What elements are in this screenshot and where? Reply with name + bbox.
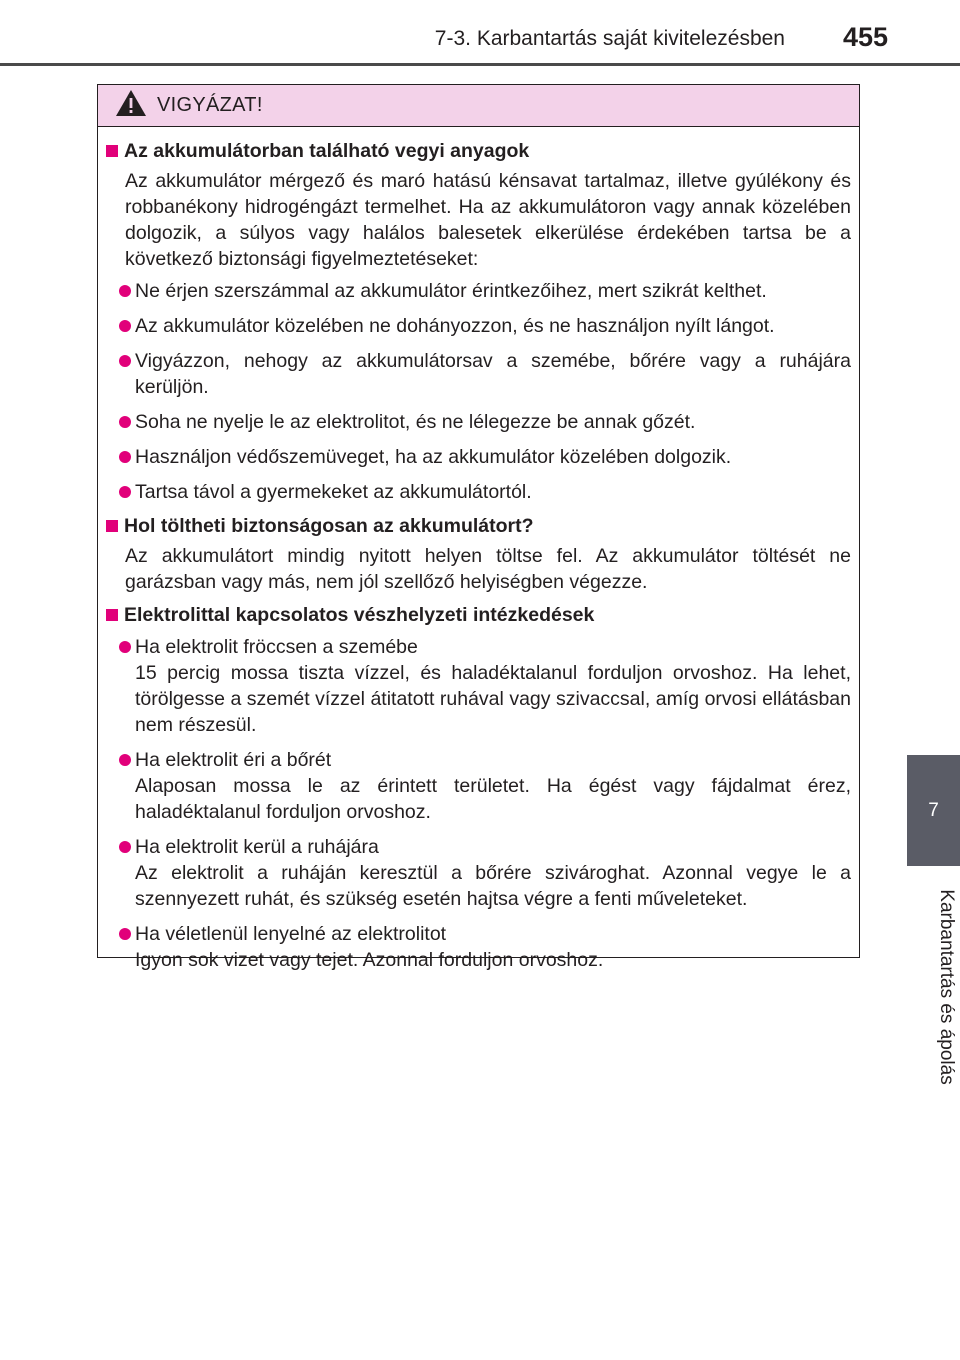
- section-heading-text: Hol töltheti biztonságosan az akkumulátort?: [124, 515, 534, 537]
- list-item-title: Ha véletlenül lenyelné az elektrolitot: [135, 923, 447, 945]
- list-item-text: Alaposan mossa le az érintett területet. Ha égést vagy fájdalmat érez, haladéktalanul forduljon orvoshoz.: [135, 775, 851, 823]
- list-item: [115, 834, 851, 912]
- section-emergency: [104, 603, 851, 973]
- list-item-text: Ne érjen szerszámmal az akkumulátor érintkezőihez, mert szikrát kelthet.: [135, 280, 767, 302]
- list-item-text: Vigyázzon, nehogy az akkumulátorsav a szemébe, bőrére vagy a ruhájára kerüljön.: [135, 350, 851, 398]
- round-bullet-icon: [119, 416, 131, 428]
- chapter-label: [934, 876, 958, 1098]
- square-bullet-icon: [106, 609, 118, 621]
- header-divider: [0, 63, 960, 66]
- round-bullet-icon: [119, 320, 131, 332]
- section-title: 7-3. Karbantartás saját kivitelezésben: [434, 27, 785, 50]
- list-item: [115, 278, 851, 304]
- list-item: [115, 747, 851, 825]
- round-bullet-icon: [119, 451, 131, 463]
- list-item: [115, 348, 851, 400]
- list-item: [115, 479, 851, 505]
- list-item-text: Tartsa távol a gyermekeket az akkumulátortól.: [135, 481, 532, 503]
- section-heading-text: Elektrolittal kapcsolatos vészhelyzeti intézkedések: [124, 604, 595, 626]
- list-item-title: Ha elektrolit fröccsen a szemébe: [135, 636, 418, 658]
- bullet-list: [104, 278, 851, 505]
- chapter-number: 7: [928, 799, 939, 821]
- list-item-text: Az elektrolit a ruháján keresztül a bőrére szivároghat. Azonnal vegye le a szennyezett ruhát, és szükség esetén hajtsa végre a fenti műveleteket.: [135, 862, 851, 910]
- chapter-title: Karbantartás és ápolás: [936, 889, 957, 1085]
- round-bullet-icon: [119, 285, 131, 297]
- warning-title: VIGYÁZAT!: [157, 94, 263, 116]
- section-paragraph: Az akkumulátort mindig nyitott helyen töltse fel. Az akkumulátor töltését ne garázsban vagy más, nem jól szellőző helyiségben végezze.: [125, 545, 851, 593]
- list-item: [115, 921, 851, 973]
- section-heading: [104, 514, 851, 539]
- warning-header: [98, 85, 859, 127]
- warning-triangle-icon: [115, 89, 147, 117]
- section-heading: [104, 139, 851, 164]
- round-bullet-icon: [119, 355, 131, 367]
- list-item: [115, 634, 851, 738]
- round-bullet-icon: [119, 641, 131, 653]
- warning-box: [97, 84, 860, 971]
- section-chemicals: [104, 139, 851, 505]
- list-item-text: Használjon védőszemüveget, ha az akkumulátor közelében dolgozik.: [135, 446, 732, 468]
- round-bullet-icon: [119, 841, 131, 853]
- section-paragraph: Az akkumulátor mérgező és maró hatású kénsavat tartalmaz, illetve gyúlékony és robbanékony hidrogéngázt termelhet. Ha az akkumulátoron vagy annak közelében dolgozik, a súlyos vagy halálos balesetek elkerülése érdekében tartsa be a következő biztonsági figyelmeztetéseket:: [125, 170, 851, 270]
- list-item-title: Ha elektrolit kerül a ruhájára: [135, 836, 379, 858]
- list-item: [115, 444, 851, 470]
- section-heading-text: Az akkumulátorban található vegyi anyagok: [124, 140, 530, 162]
- list-item-text: Igyon sok vizet vagy tejet. Azonnal forduljon orvoshoz.: [135, 949, 604, 971]
- square-bullet-icon: [106, 145, 118, 157]
- round-bullet-icon: [119, 928, 131, 940]
- list-item: [115, 409, 851, 435]
- round-bullet-icon: [119, 486, 131, 498]
- warning-content: [98, 127, 859, 973]
- bullet-list: [104, 634, 851, 973]
- round-bullet-icon: [119, 754, 131, 766]
- section-charging: [104, 514, 851, 595]
- list-item: [115, 313, 851, 339]
- square-bullet-icon: [106, 520, 118, 532]
- chapter-tab: [907, 755, 960, 866]
- page-number: 455: [843, 22, 889, 52]
- list-item-text: Az akkumulátor közelében ne dohányozzon, és ne használjon nyílt lángot.: [135, 315, 775, 337]
- list-item-text: 15 percig mossa tiszta vízzel, és haladéktalanul forduljon orvoshoz. Ha lehet, törölgesse a szemét vízzel átitatott ruhával vagy szivaccsal, amíg orvosi ellátásban nem részesül.: [135, 662, 851, 736]
- list-item-title: Ha elektrolit éri a bőrét: [135, 749, 332, 771]
- section-heading: [104, 603, 851, 628]
- list-item-text: Soha ne nyelje le az elektrolitot, és ne lélegezze be annak gőzét.: [135, 411, 696, 433]
